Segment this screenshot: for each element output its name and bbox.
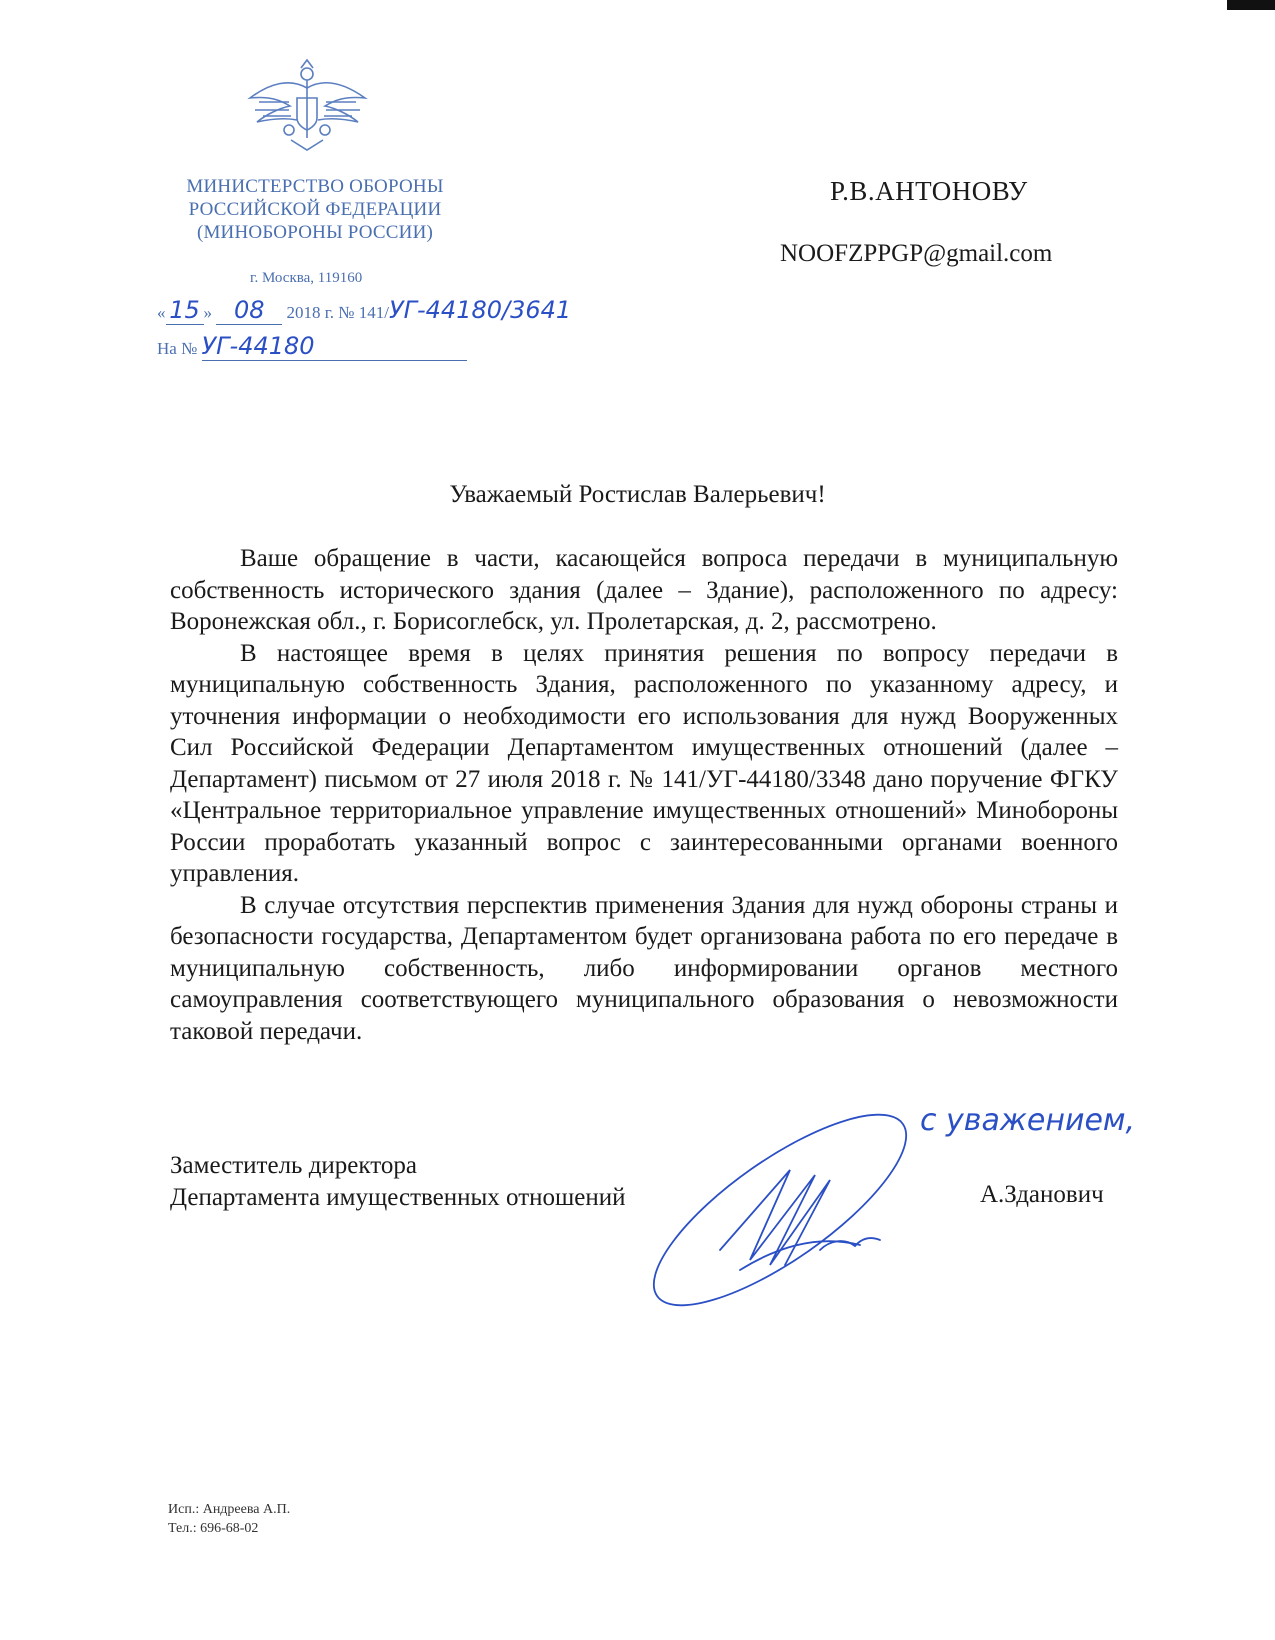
reply-to-line (157, 332, 467, 361)
emblem-eagle-icon (245, 58, 370, 153)
quote-close: » (203, 303, 212, 322)
ministry-line-1: МИНИСТЕРСТВО ОБОРОНЫ (186, 176, 444, 197)
date-day-field (166, 296, 204, 325)
ministry-line-3: (МИНОБОРОНЫ РОССИИ) (196, 222, 434, 243)
registration-line (157, 296, 571, 325)
reply-number-field (202, 332, 467, 361)
body-paragraph-3: В случае отсутствия перспектив применения Здания для нужд обороны страны и безопасности государства, Департаментом будет организована работа по его передаче в муниципальную собственность, либо информировании органов местного самоуправления соответствующего муниципального образования о невозможности таковой передачи. (170, 891, 1118, 1045)
body-paragraph-2: В настоящее время в целях принятия решения по вопросу передачи в муниципальную собственность Здания, расположенного по указанному адресу, и уточнения информации о необходимости его использования для нужд Вооруженных Сил Российской Федерации Департаментом имущественных отношений (далее – Департамент) письмом от 27 июля 2018 г. № 141/УГ-44180/3348 дано поручение ФГКУ «Центральное территориальное управление имущественных отношений» Минобороны России проработать указанный вопрос с заинтересованными органами военного управления. (170, 639, 1118, 887)
recipient-name: Р.В.АНТОНОВУ (830, 176, 1028, 206)
letter-body (170, 543, 1118, 1047)
signature-note: с уважением, (920, 1103, 1136, 1138)
ministry-line-2: РОССИЙСКОЙ ФЕДЕРАЦИИ (188, 199, 442, 220)
executor-phone: Тел.: 696-68-02 (168, 1521, 259, 1536)
reply-number: УГ-44180 (201, 332, 315, 360)
date-year: 2018 г. № 141/ (286, 303, 389, 322)
quote-open: « (157, 303, 166, 322)
signer-title (170, 1150, 626, 1213)
registration-number: УГ-44180/3641 (389, 296, 572, 324)
salutation: Уважаемый Ростислав Валерьевич! (449, 481, 826, 508)
signer-title-line-2: Департамента имущественных отношений (170, 1183, 626, 1211)
recipient-email: NOOFZPPGP@gmail.com (780, 240, 1053, 267)
ministry-name (170, 175, 460, 244)
date-month: 08 (233, 296, 265, 324)
reply-prefix: На № (157, 339, 198, 358)
scan-corner-mark (1227, 0, 1275, 10)
body-paragraph-1: Ваше обращение в части, касающейся вопроса передачи в муниципальную собственность исторического здания (далее – Здание), расположенного по адресу: Воронежская обл., г. Борисоглебск, ул. Пролетарская, д. 2, рассмотрено. (170, 545, 1118, 635)
executor-info (168, 1500, 290, 1538)
date-month-field (216, 296, 282, 325)
signer-name: А.Зданович (980, 1181, 1104, 1208)
city-address: г. Москва, 119160 (250, 270, 363, 286)
executor-name: Исп.: Андреева А.П. (168, 1502, 291, 1517)
signer-title-line-1: Заместитель директора (170, 1152, 417, 1179)
date-day: 15 (169, 296, 200, 324)
